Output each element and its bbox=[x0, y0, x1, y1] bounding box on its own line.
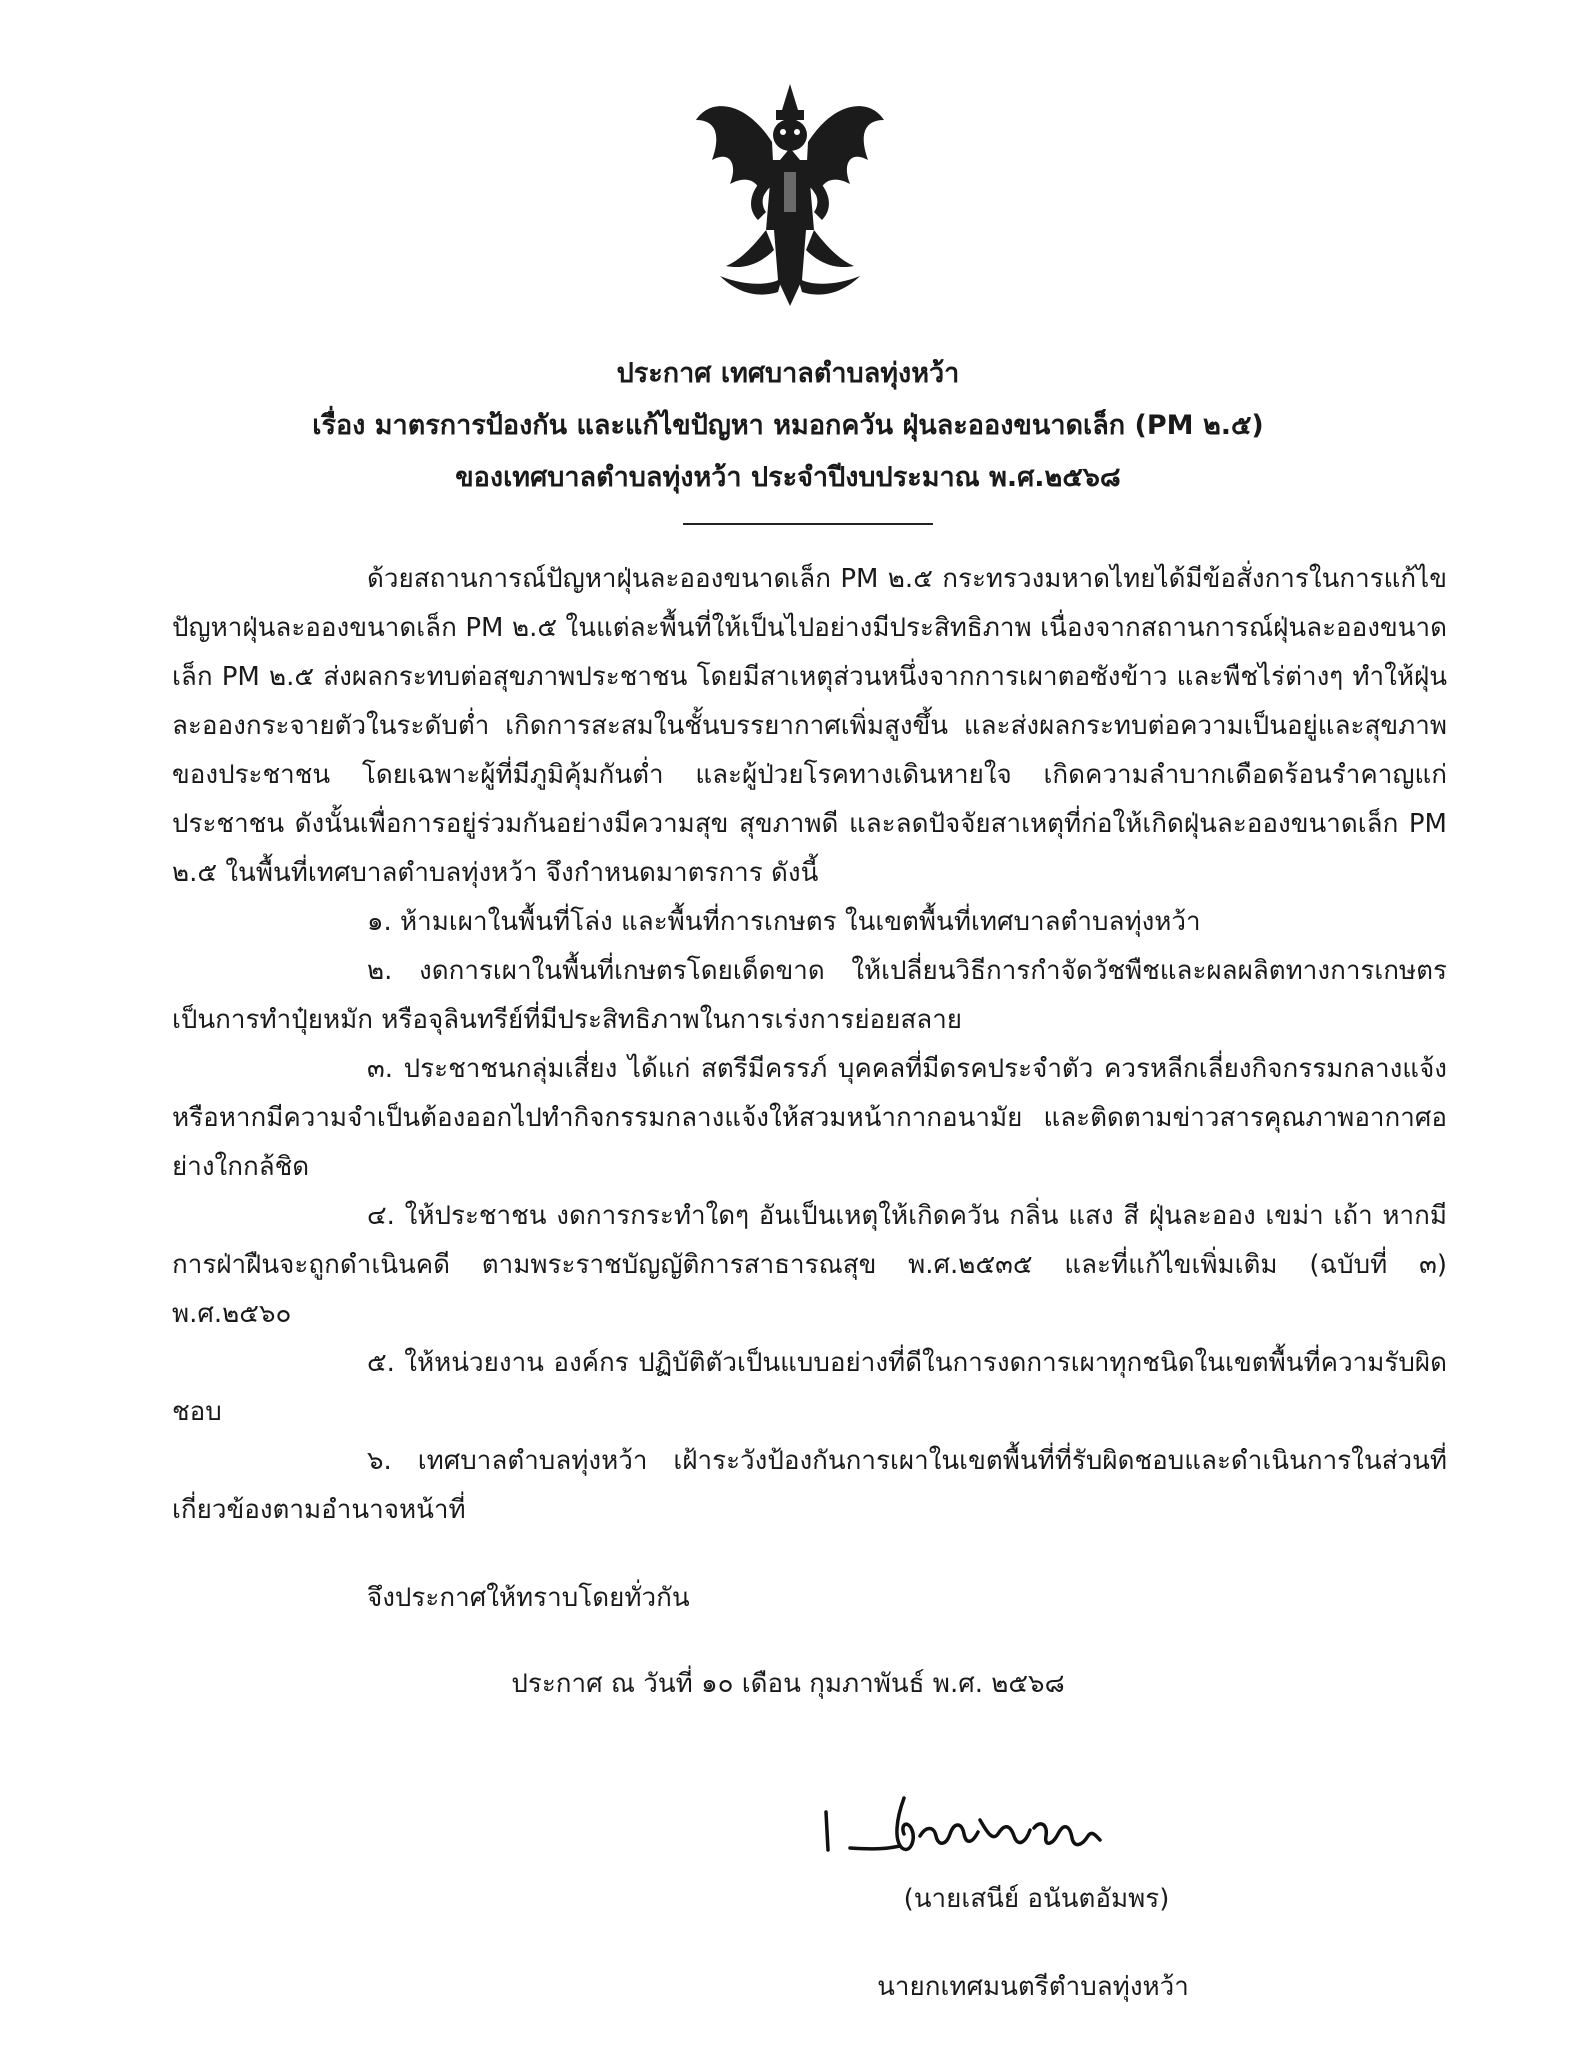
measure-item-3: ๓. ประชาชนกลุ่มเสี่ยง ได้แก่ สตรีมีครรภ์ บุคคลที่มีดรคประจำตัว ควรหลีกเลี่ยงกิจกรรมกลางแจ้ง หรือหากมีความจำเป็นต้องออกไปทำกิจกรรมกลางแจ้งให้สวมหน้ากากอนามัย และติดตามข่าวสารคุณภาพอากาศอย่างใกกล้ชิด bbox=[172, 1054, 1447, 1182]
announcement-date: ประกาศ ณ วันที่ ๑๐ เดือน กุมภาพันธ์ พ.ศ. ๒๕๖๘ bbox=[511, 1669, 1065, 1699]
closing-statement: จึงประกาศให้ทราบโดยทั่วกัน bbox=[367, 1583, 690, 1613]
handwritten-signature bbox=[820, 1790, 1120, 1860]
measure-item-2: ๒. งดการเผาในพื้นที่เกษตรโดยเด็ดขาด ให้เปลี่ยนวิธีการกำจัดวัชพืชและผลผลิตทางการเกษตรเป็นการทำปุ๋ยหมัก หรือจุลินทรีย์ที่มีประสิทธิภาพในการเร่งการย่อยสลาย bbox=[172, 956, 1447, 1035]
announcement-fiscal-year: ของเทศบาลตำบลทุ่งหว้า ประจำปีงบประมาณ พ.ศ.๒๕๖๘ bbox=[455, 462, 1121, 493]
measure-item-6: ๖. เทศบาลตำบลทุ่งหว้า เฝ้าระวังป้องกันการเผาในเขตพื้นที่ที่รับผิดชอบและดำเนินการในส่วนที่เกี่ยวข้องตามอำนาจหน้าที่ bbox=[172, 1446, 1447, 1525]
announcement-subject: เรื่อง มาตรการป้องกัน และแก้ไขปัญหา หมอกควัน ฝุ่นละอองขนาดเล็ก (PM ๒.๕) bbox=[312, 410, 1264, 441]
signer-name: (นายเสนีย์ อนันตอัมพร) bbox=[903, 1884, 1170, 1914]
signer-position: นายกเทศมนตรีตำบลทุ่งหว้า bbox=[877, 1972, 1189, 2002]
garuda-emblem-icon bbox=[690, 80, 890, 310]
intro-paragraph: ด้วยสถานการณ์ปัญหาฝุ่นละอองขนาดเล็ก PM ๒.๕ กระทรวงมหาดไทยได้มีข้อสั่งการในการแก้ไขปัญหาฝุ่นละอองขนาดเล็ก PM ๒.๕ ในแต่ละพื้นที่ให้เป็นไปอย่างมีประสิทธิภาพ เนื่องจากสถานการณ์ฝุ่นละอองขนาดเล็ก PM ๒.๕ ส่งผลกระทบต่อสุขภาพประชาชน โดยมีสาเหตุส่วนหนึ่งจากการเผาตอซังข้าว และพืชไร่ต่างๆ ทำให้ฝุ่นละอองกระจายตัวในระดับต่ำ เกิดการสะสมในชั้นบรรยากาศเพิ่มสูงขึ้น และส่งผลกระทบต่อความเป็นอยู่และสุขภาพของประชาชน โดยเฉพาะผู้ที่มีภูมิคุ้มกันต่ำ และผู้ป่วยโรคทางเดินหายใจ เกิดความลำบากเดือดร้อนรำคาญแก่ประชาชน ดังนั้นเพื่อการอยู่ร่วมกันอย่างมีความสุข สุขภาพดี และลดปัจจัยสาเหตุที่ก่อให้เกิดฝุ่นละอองขนาดเล็ก PM ๒.๕ ในพื้นที่เทศบาลตำบลทุ่งหว้า จึงกำหนดมาตรการ ดังนี้ bbox=[172, 564, 1447, 888]
measure-item-4: ๔. ให้ประชาชน งดการกระทำใดๆ อันเป็นเหตุให้เกิดควัน กลิ่น แสง สี ฝุ่นละออง เขม่า เถ้า หากมีการฝ่าฝืนจะถูกดำเนินคดี ตามพระราชบัญญัติการสาธารณสุข พ.ศ.๒๕๓๕ และที่แก้ไขเพิ่มเติม (ฉบับที่ ๓) พ.ศ.๒๕๖๐ bbox=[172, 1201, 1447, 1329]
heading-divider bbox=[683, 523, 933, 525]
measure-item-5: ๕. ให้หน่วยงาน องค์กร ปฏิบัติตัวเป็นแบบอย่างที่ดีในการงดการเผาทุกชนิดในเขตพื้นที่ความรับผิดชอบ bbox=[172, 1348, 1447, 1427]
announcement-title: ประกาศ เทศบาลตำบลทุ่งหว้า bbox=[616, 358, 960, 389]
measure-item-1: ๑. ห้ามเผาในพื้นที่โล่ง และพื้นที่การเกษตร ในเขตพื้นที่เทศบาลตำบลทุ่งหว้า bbox=[367, 907, 1201, 937]
announcement-body bbox=[172, 555, 1447, 1535]
